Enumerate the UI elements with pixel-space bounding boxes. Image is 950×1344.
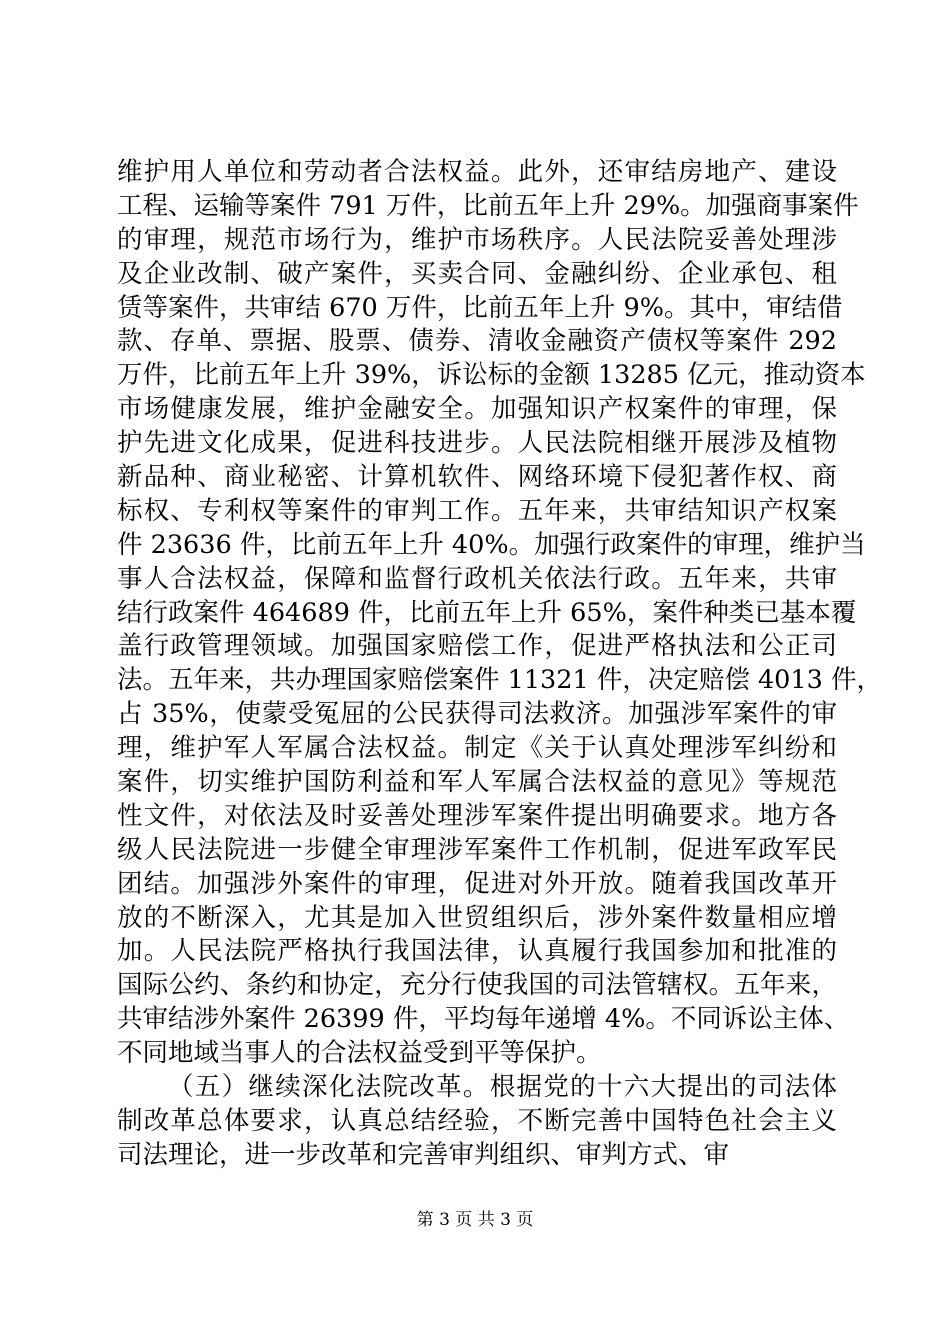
body-line: 不同地域当事人的合法权益受到平等保护。 [117, 1038, 602, 1069]
page-footer: 第 3 页 共 3 页 [416, 1210, 534, 1230]
body-line: 款、存单、票据、股票、债券、清收金融资产债权等案件 292 [117, 326, 837, 357]
body-line: 制改革总体要求，认真总结经验，不断完善中国特色社会主义 [117, 1105, 837, 1136]
document-body [117, 156, 882, 1173]
body-line: 标权、专利权等案件的审判工作。五年来，共审结知识产权案 [117, 495, 837, 526]
body-line: 团结。加强涉外案件的审理，促进对外开放。随着我国改革开 [117, 868, 837, 899]
body-line: 级人民法院进一步健全审理涉军案件工作机制，促进军政军民 [117, 834, 837, 865]
body-line: 维护用人单位和劳动者合法权益。此外，还审结房地产、建设 [117, 157, 837, 187]
body-line: 司法理论，进一步改革和完善审判组织、审判方式、审 [117, 1139, 730, 1170]
body-line: 共审结涉外案件 26399 件，平均每年递增 4%。不同诉讼主体、 [117, 1004, 850, 1035]
body-line: 占 35%，使蒙受冤屈的公民获得司法救济。加强涉军案件的审 [117, 699, 837, 730]
body-line: 件 23636 件，比前五年上升 40%。加强行政案件的审理，维护当 [117, 529, 866, 560]
body-line: 盖行政管理领域。加强国家赔偿工作，促进严格执法和公正司 [117, 631, 837, 662]
body-line: 案件，切实维护国防利益和军人军属合法权益的意见》等规范 [117, 767, 837, 798]
section-heading-line: （五）继续深化法院改革。根据党的十六大提出的司法体 [168, 1072, 837, 1103]
body-line: 性文件，对依法及时妥善处理涉军案件提出明确要求。地方各 [117, 800, 837, 831]
body-line: 放的不断深入，尤其是加入世贸组织后，涉外案件数量相应增 [117, 902, 837, 933]
body-line: 赁等案件，共审结 670 万件，比前五年上升 9%。其中，审结借 [117, 292, 843, 323]
body-line: 理，维护军人军属合法权益。制定《关于认真处理涉军纠纷和 [117, 733, 837, 764]
body-line: 法。五年来，共办理国家赔偿案件 11321 件，决定赔偿 4013 件， [117, 665, 882, 696]
body-line: 加。人民法院严格执行我国法律，认真履行我国参加和批准的 [117, 936, 837, 967]
body-line: 工程、运输等案件 791 万件，比前五年上升 29%。加强商事案件 [117, 190, 859, 221]
body-line: 及企业改制、破产案件，买卖合同、金融纠纷、企业承包、租 [117, 258, 837, 289]
body-line: 市场健康发展，维护金融安全。加强知识产权案件的审理，保 [117, 394, 837, 425]
body-line: 国际公约、条约和协定，充分行使我国的司法管辖权。五年来， [117, 970, 837, 1001]
body-line: 万件，比前五年上升 39%，诉讼标的金额 13285 亿元，推动资本 [117, 360, 866, 391]
body-line: 护先进文化成果，促进科技进步。人民法院相继开展涉及植物 [117, 428, 837, 459]
body-line: 结行政案件 464689 件，比前五年上升 65%，案件种类已基本覆 [117, 597, 857, 628]
body-line: 的审理，规范市场行为，维护市场秩序。人民法院妥善处理涉 [117, 224, 837, 255]
body-line: 事人合法权益，保障和监督行政机关依法行政。五年来，共审 [117, 563, 837, 594]
body-line: 新品种、商业秘密、计算机软件、网络环境下侵犯著作权、商 [117, 462, 837, 493]
